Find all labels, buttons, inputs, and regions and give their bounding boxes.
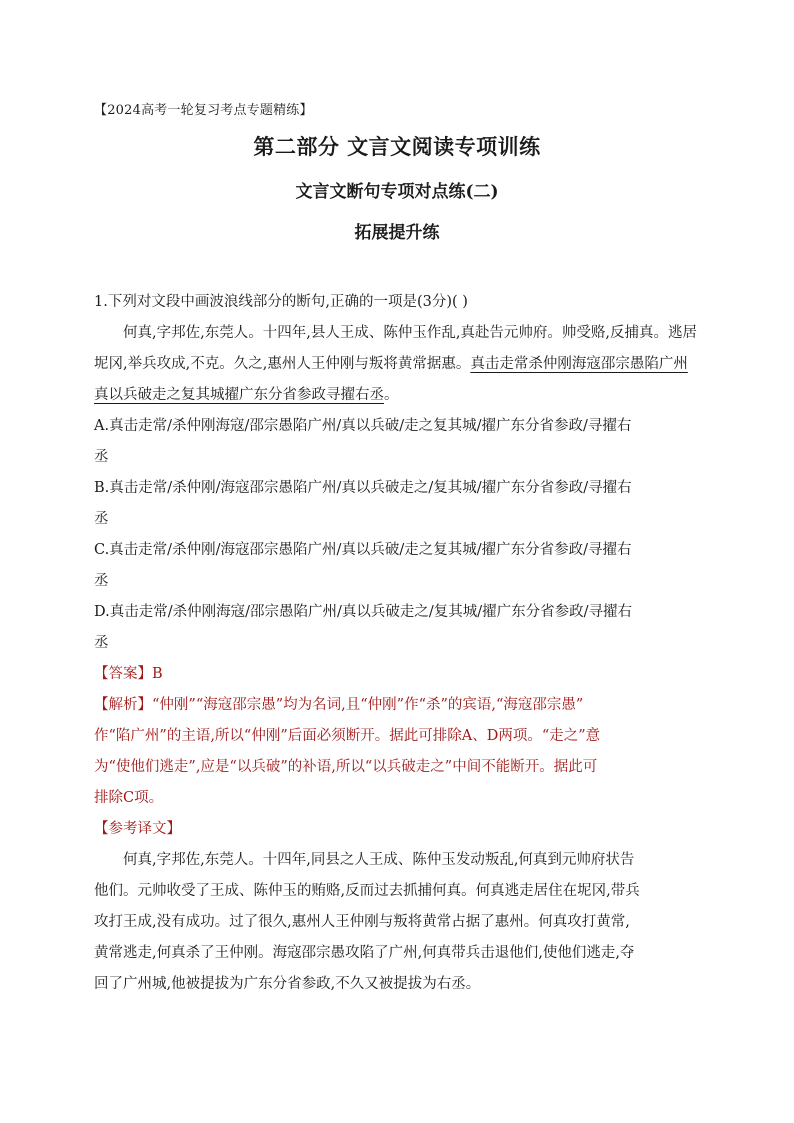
question-passage: [94, 318, 700, 411]
header-tag: 【2024高考一轮复习考点专题精练】: [94, 103, 313, 118]
passage-text: 何真,字邦佐,东莞人。十四年,县人王成、陈仲玉作乱,真赴告元帅府。帅受赂,反捕真。逃居坭冈,举兵攻成,不克。久之,惠州人王仲刚与叛将黄常据惠。: [94, 325, 698, 372]
question-stem: 1.下列对文段中画波浪线部分的断句,正确的一项是(3分)( ): [94, 294, 468, 310]
answer-value: B: [152, 666, 163, 682]
section-title: 文言文断句专项对点练(二): [295, 182, 499, 202]
page-title: 第二部分 文言文阅读专项训练: [253, 134, 541, 159]
passage-underlined-text: 真击走常杀仲刚海寇邵宗愚陷广州真以兵破走之复其城擢广东分省参政寻擢右丞: [94, 356, 688, 403]
translation-label: 【参考译文】: [94, 821, 181, 837]
analysis-label: 【解析】: [94, 697, 152, 713]
answer: [94, 659, 700, 690]
option-a: A.真击走常/杀仲刚海寇/邵宗愚陷广州/真以兵破/走之复其城/擢广东分省参政/寻擢右 丞: [94, 418, 632, 465]
option-d: D.真击走常/杀仲刚海寇/邵宗愚陷广州/真以兵破走之/复其城/擢广东分省参政/寻擢右 丞: [94, 604, 633, 651]
subsection-title: 拓展提升练: [354, 223, 440, 243]
passage-end: 。: [384, 387, 399, 403]
answer-label: 【答案】: [94, 666, 152, 682]
translation-text: 何真,字邦佐,东莞人。十四年,同县之人王成、陈仲玉发动叛乱,何真到元帅府状告 他们。元帅收受了王成、陈仲玉的贿赂,反而过去抓捕何真。何真逃走居住在坭冈,带兵 攻打王成,没有成功。过了很久,惠州人王仲刚与叛将黄常占据了惠州。何真攻打黄常, 黄常逃走,何真杀了王仲刚。海寇邵宗愚攻陷了广州,何真带兵击退他们,使他们逃走,夺 回了广州城,他被提拔为广东分省参政,不久又被提拔为右丞。: [94, 852, 640, 992]
option-c: C.真击走常/杀仲刚/海寇邵宗愚陷广州/真以兵破/走之复其城/擢广东分省参政/寻擢右 丞: [94, 542, 632, 589]
analysis: 【解析】“仲刚”“海寇邵宗愚”均为名词,且“仲刚”作“杀”的宾语,“海寇邵宗愚” 作“陷广州”的主语,所以“仲刚”后面必须断开。据此可排除A、D两项。“走之”意 为“使他们逃走”,应是“以兵破”的补语,所以“以兵破走之”中间不能断开。据此可 排除C项。: [94, 697, 601, 806]
option-b: B.真击走常/杀仲刚/海寇邵宗愚陷广州/真以兵破走之/复其城/擢广东分省参政/寻擢右 丞: [94, 480, 632, 527]
document-body: [94, 287, 700, 1000]
